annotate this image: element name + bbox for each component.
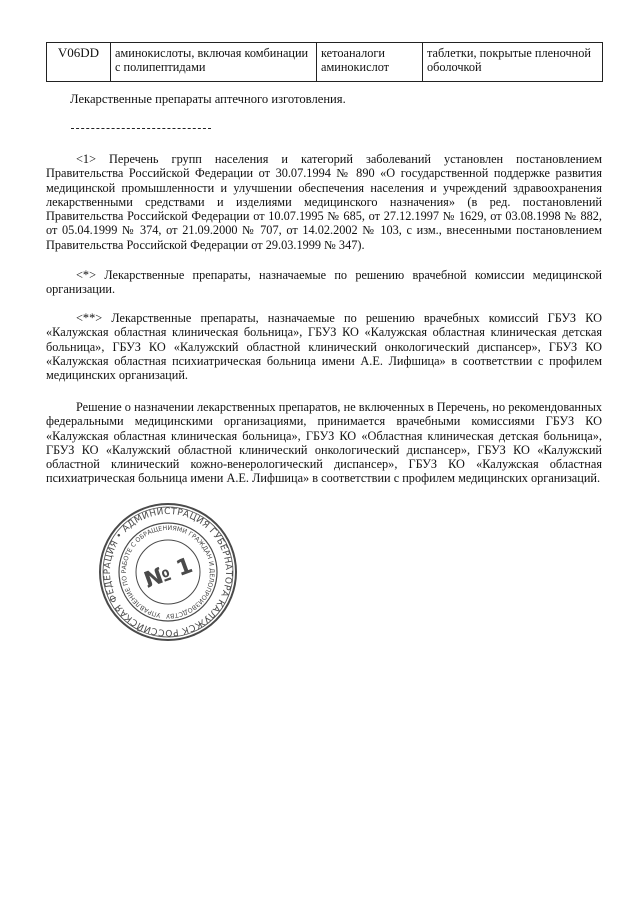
footnote-separator [71, 128, 211, 129]
dosage-form-cell: таблетки, покрытые пленочной оболочкой [423, 43, 603, 82]
stamp-outer-text: РОССИЙСКАЯ ФЕДЕРАЦИЯ • АДМИНИСТРАЦИЯ ГУБЕРНАТОРА КАЛУЖСКОЙ [102, 506, 234, 638]
drug-table-row [46, 42, 603, 82]
pharmacy-note: Лекарственные препараты аптечного изготовления. [70, 92, 346, 106]
atc-code-cell: V06DD [47, 43, 111, 82]
footnote-asterisk: <*> Лекарственные препараты, назначаемые по решению врачебной комиссии медицинской организации. [46, 268, 602, 297]
stamp-inner-text: УПРАВЛЕНИЕ ПО РАБОТЕ С ОБРАЩЕНИЯМИ ГРАЖДАН И ДЕЛОПРОИЗВОДСТВУ [120, 524, 216, 620]
anatomical-group-cell: аминокислоты, включая комбинации с полипептидами [111, 43, 317, 82]
decision-paragraph: Решение о назначении лекарственных препаратов, не включенных в Перечень, но рекомендованных федеральными медицинскими организациями, принимается врачебными комиссиями ГБУЗ КО «Калужская областная клиническая больница», ГБУЗ КО «Областная клиническая детская больница», ГБУЗ КО «Калужский областной клинический онкологический диспансер», ГБУЗ КО «Калужский областной клинический кожно-венерологический диспансер», ГБУЗ КО «Калужская областная психиатрическая больница имени А.Е. Лифшица» в соответствии с профилем медицинских организаций. [46, 400, 602, 486]
active-substance-cell: кетоаналоги аминокислот [317, 43, 423, 82]
official-stamp [96, 500, 240, 644]
stamp-number: № 1 [141, 553, 197, 594]
footnote-double-asterisk: <**> Лекарственные препараты, назначаемые по решению врачебных комиссий ГБУЗ КО «Калужская областная клиническая больница», ГБУЗ КО «Калужская областная клиническая детская больница», ГБУЗ КО «Калужский областной клинический онкологический диспансер», ГБУЗ КО «Калужская областная психиатрическая больница имени А.Е. Лифшица» в соответствии с профилем медицинских организаций. [46, 311, 602, 383]
footnote-1: <1> Перечень групп населения и категорий заболеваний установлен постановлением Правительства Российской Федерации от 30.07.1994 № 890 «О государственной поддержке развития медицинской промышленности и улучшении обеспечения населения и учреждений здравоохранения лекарственными средствами и изделиями медицинского назначения» (в ред. постановлений Правительства Российской Федерации от 10.07.1995 № 685, от 27.12.1997 № 1629, от 03.08.1998 № 882, от 05.04.1999 № 374, от 21.09.2000 № 707, от 14.02.2002 № 103, с изм., внесенными постановлением Правительства Российской Федерации от 29.03.1999 № 347). [46, 152, 602, 252]
